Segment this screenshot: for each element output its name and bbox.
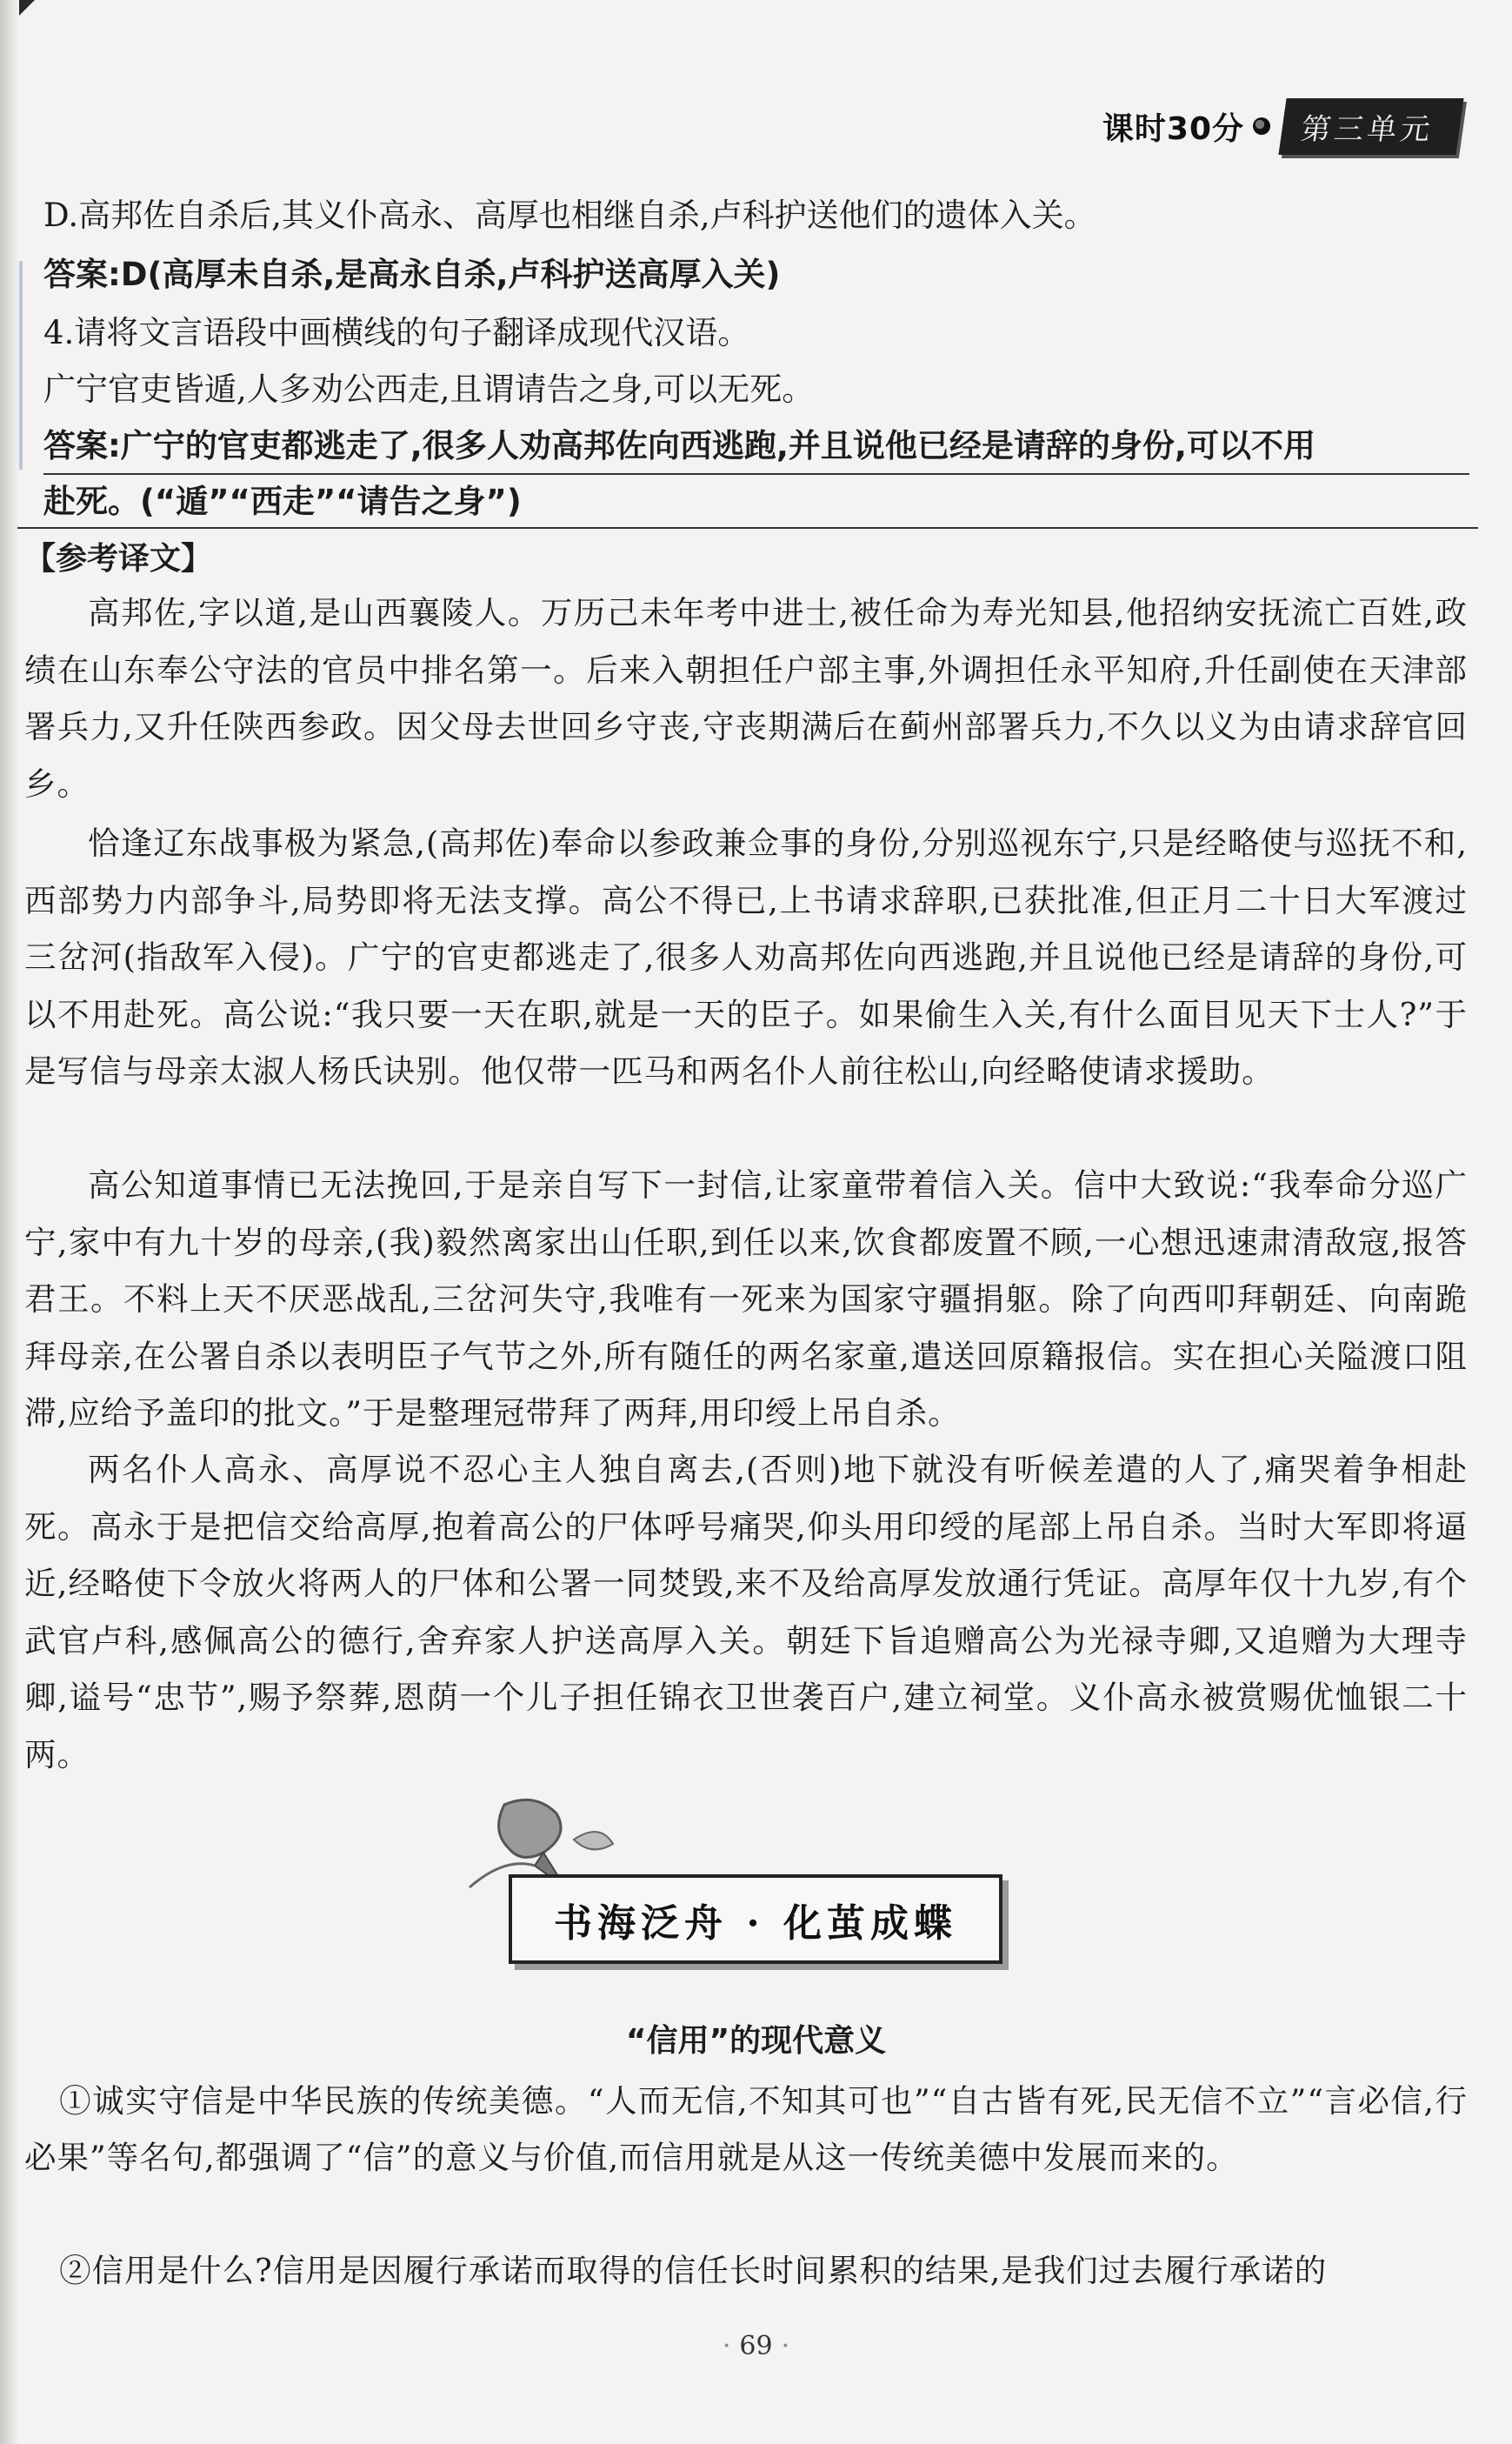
footer-dot-left: ·: [722, 2331, 731, 2361]
translation-heading: 【参考译文】: [24, 541, 213, 577]
bullet-icon: [1253, 117, 1270, 135]
question-4: 4.请将文言语段中画横线的句子翻译成现代汉语。: [43, 314, 750, 351]
section-banner: [509, 1874, 1002, 1964]
page-footer: [0, 2331, 1512, 2361]
option-d: D.高邦佐自杀后,其义仆高永、高厚也相继自杀,卢科护送他们的遗体入关。: [43, 197, 1096, 234]
translation-paragraph-2: 恰逢辽东战事极为紧急,(高邦佐)奉命以参政兼佥事的身份,分别巡视东宁,只是经略使与巡抚不和,西部势力内部争斗,局势即将无法支撑。高公不得已,上书请求辞职,已获批准,但正月二十日大军渡过三岔河(指敌军入侵)。广宁的官吏都逃走了,很多人劝高邦佐向西逃跑,并且说他已经是请辞的身份,可以不用赴死。高公说:“我只要一天在职,就是一天的臣子。如果偷生入关,有什么面目见天下士人?”于是写信与母亲太淑人杨氏诀别。他仅带一匹马和两名仆人前往松山,向经略使请求援助。: [24, 825, 1468, 1090]
unit-badge: 第三单元: [1278, 98, 1463, 155]
page-number: 69: [739, 2331, 773, 2361]
margin-accent-bar: [19, 261, 23, 470]
page-header: [1102, 96, 1460, 157]
translation-paragraph-4: 两名仆人高永、高厚说不忍心主人独自离去,(否则)地下就没有听候差遣的人了,痛哭着争相赴死。高永于是把信交给高厚,抱着高公的尸体呼号痛哭,仰头用印绶的尾部上吊自杀。当时大军即将逼近,经略使下令放火将两人的尸体和公署一同焚毁,来不及给高厚发放通行凭证。高厚年仅十九岁,有个武官卢科,感佩高公的德行,舍弃家人护送高厚入关。朝廷下旨追赠高公为光禄寺卿,又追赠为大理寺卿,谥号“忠节”,赐予祭葬,恩荫一个儿子担任锦衣卫世袭百户,建立祠堂。义仆高永被赏赐优恤银二十两。: [24, 1451, 1468, 1773]
header-label: 课时30分: [1102, 110, 1244, 147]
answer-4: [43, 419, 1469, 529]
page-edge-shadow: [0, 0, 19, 2444]
section-divider: [17, 527, 1478, 529]
answer-4-line-1: 答案:广宁的官吏都逃走了,很多人劝高邦佐向西逃跑,并且说他已经是请辞的身份,可以不用: [43, 419, 1469, 475]
article-paragraph-1: ①诚实守信是中华民族的传统美德。“人而无信,不知其可也”“自古皆有死,民无信不立”“言必信,行必果”等名句,都强调了“信”的意义与价值,而信用就是从这一传统美德中发展而来的。: [24, 2082, 1468, 2176]
answer-4-line-2: 赴死。(“遁”“西走”“请告之身”): [43, 483, 522, 520]
banner-text: 书海泛舟 · 化茧成蝶: [554, 1900, 957, 1946]
translation-paragraph-3: 高公知道事情已无法挽回,于是亲自写下一封信,让家童带着信入关。信中大致说:“我奉命分巡广宁,家中有九十岁的母亲,(我)毅然离家出山任职,到任以来,饮食都废置不顾,一心想迅速肃清敌寇,报答君王。不料上天不厌恶战乱,三岔河失守,我唯有一死来为国家守疆捐躯。除了向西叩拜朝廷、向南跪拜母亲,在公署自杀以表明臣子气节之外,所有随任的两名家童,遣送回原籍报信。实在担心关隘渡口阻滞,应给予盖印的批文。”于是整理冠带拜了两拜,用印绶上吊自杀。: [24, 1166, 1468, 1432]
footer-dot-right: ·: [781, 2331, 790, 2361]
article-paragraph-2: ②信用是什么?信用是因履行承诺而取得的信任长时间累积的结果,是我们过去履行承诺的: [59, 2252, 1328, 2289]
question-4-source: 广宁官吏皆遁,人多劝公西走,且谓请告之身,可以无死。: [43, 371, 815, 408]
answer-3: 答案:D(高厚未自杀,是高永自杀,卢科护送高厚入关): [43, 256, 781, 293]
article-title: “信用”的现代意义: [625, 2023, 887, 2059]
translation-paragraph-1: 高邦佐,字以道,是山西襄陵人。万历己未年考中进士,被任命为寿光知县,他招纳安抚流亡百姓,政绩在山东奉公守法的官员中排名第一。后来入朝担任户部主事,外调担任永平知府,升任副使在天津部署兵力,又升任陕西参政。因父母去世回乡守丧,守丧期满后在蓟州部署兵力,不久以义为由请求辞官回乡。: [24, 594, 1468, 803]
